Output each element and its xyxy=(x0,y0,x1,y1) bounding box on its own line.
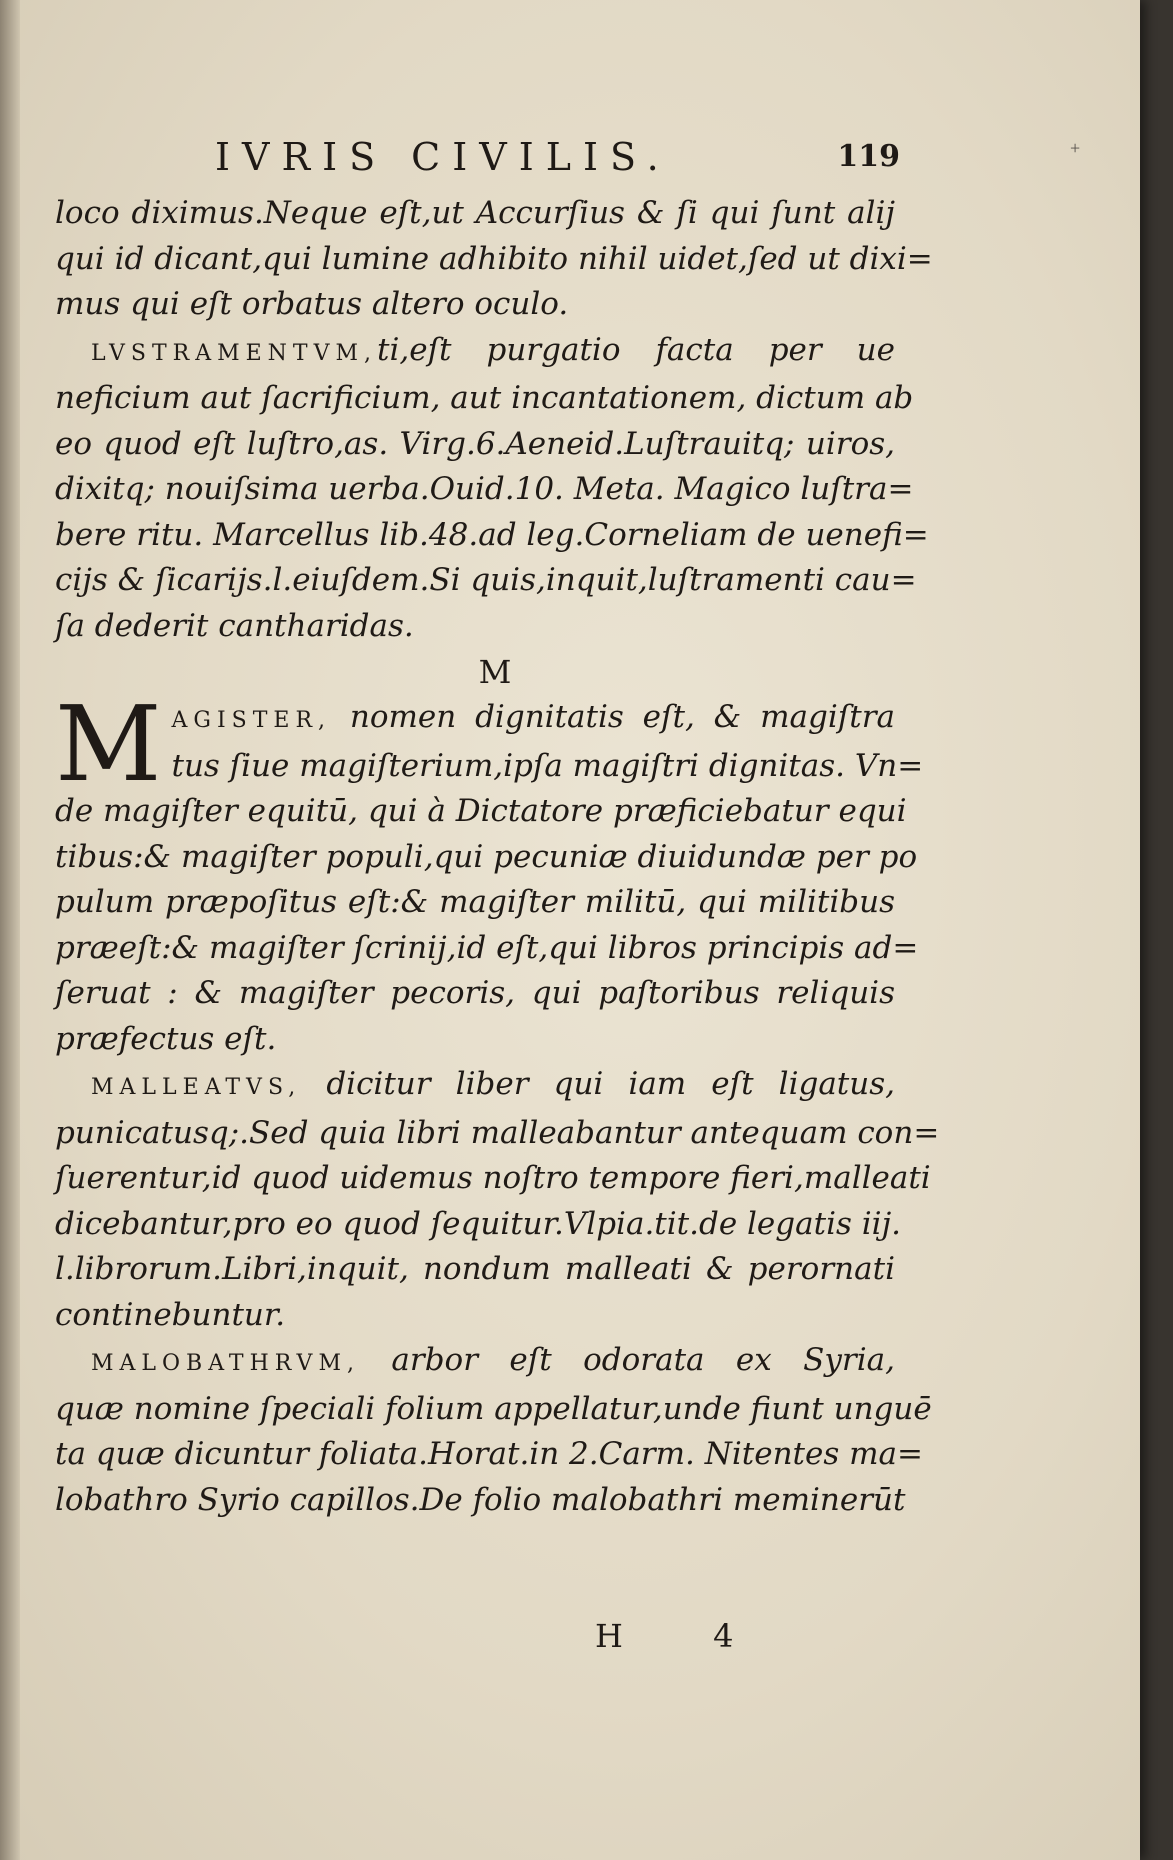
text-line: bere ritu. Marcellus lib.48.ad leg.Corneliam de uenefi= xyxy=(55,516,929,553)
text-line: loco diximus.Neque eſt,ut Accurſius & ſi qui ſunt alij xyxy=(55,195,895,231)
entry-lemma: AGISTER, xyxy=(171,708,332,733)
signature-mark: H 4 xyxy=(595,1617,774,1655)
entry-malleatus xyxy=(55,1062,940,1338)
text-line-body: dicitur liber qui iam eſt ligatus, xyxy=(326,1066,895,1102)
entry-magister xyxy=(55,683,924,1062)
text-block xyxy=(55,135,940,1523)
text-line: pulum præpoſitus eſt:& magiſter militū, qui militibus xyxy=(55,884,895,920)
entry-lemma: LVSTRAMENTVM, xyxy=(91,340,378,366)
text-line-body: nomen dignitatis eſt, & magiſtra xyxy=(349,699,895,735)
text-line-body: ti,eſt purgatio facta per ue xyxy=(377,331,895,368)
stray-ink-mark: + xyxy=(1070,138,1081,158)
text-line: præfectus eſt. xyxy=(55,1020,277,1057)
drop-cap: M xyxy=(55,683,162,805)
section-letter-heading: M xyxy=(478,653,512,691)
text-line: continebuntur. xyxy=(55,1296,286,1333)
text-line: ſuerentur,id quod uidemus noſtro tempore fieri,malleati xyxy=(55,1160,931,1196)
text-line xyxy=(55,1338,895,1387)
entry-lemma: MALLEATVS, xyxy=(91,1075,302,1100)
text-line: neficium aut ſacrificium, aut incantationem, dictum ab xyxy=(55,380,914,416)
text-line: qui id dicant,qui lumine adhibito nihil uidet,ſed ut dixi= xyxy=(55,240,933,277)
text-line: lobathro Syrio capillos.De folio malobathri meminerūt xyxy=(55,1481,906,1518)
text-line: ſeruat : & magiſter pecoris, qui paſtoribus reliquis xyxy=(55,975,895,1011)
entry-malobathrum xyxy=(55,1338,932,1523)
text-line: quæ nomine ſpeciali folium appellatur,unde fiunt unguē xyxy=(55,1390,932,1427)
page-number: 119 xyxy=(837,139,900,174)
text-line-body: arbor eſt odorata ex Syria, xyxy=(391,1342,895,1378)
entry-oculus-continuation xyxy=(55,191,933,328)
text-line: dixitq; nouiſsima uerba.Ouid.10. Meta. Magico luſtra= xyxy=(55,471,914,507)
text-line: eo quod eſt luſtro,as. Virg.6.Aeneid.Luſtrauitq; uiros, xyxy=(55,425,895,462)
text-line: dicebantur,pro eo quod ſequitur.Vlpia.tit.de legatis iij. xyxy=(55,1205,902,1242)
text-line: l.librorum.Libri,inquit, nondum malleati & perornati xyxy=(55,1251,895,1287)
text-line xyxy=(55,328,895,377)
text-line: præeſt:& magiſter ſcrinij,id eſt,qui libros principis ad= xyxy=(55,929,919,966)
page-header xyxy=(55,135,900,185)
page-gutter-shadow xyxy=(0,0,20,1860)
text-line: ta quæ dicuntur foliata.Horat.in 2.Carm. Nitentes ma= xyxy=(55,1436,923,1472)
text-line: ſa dederit cantharidas. xyxy=(55,607,414,644)
text-line: cijs & ſicarijs.l.eiuſdem.Si quis,inquit,luſtramenti cau= xyxy=(55,562,917,598)
text-line xyxy=(55,695,895,744)
text-line: de magiſter equitū, qui à Dictatore præficiebatur equi xyxy=(55,793,907,829)
entry-lustramentum xyxy=(55,328,929,650)
running-head: IVRIS CIVILIS. xyxy=(215,135,671,179)
text-line: mus qui eſt orbatus altero oculo. xyxy=(55,286,569,322)
text-line: tus ſiue magiſterium,ipſa magiſtri dignitas. Vn= xyxy=(171,747,924,784)
text-line xyxy=(55,1062,895,1111)
entry-lemma: MALOBATHRVM, xyxy=(91,1351,360,1376)
text-line: punicatusq;.Sed quia libri malleabantur antequam con= xyxy=(55,1114,940,1151)
text-line: tibus:& magiſter populi,qui pecuniæ diuidundæ per po xyxy=(55,838,918,875)
